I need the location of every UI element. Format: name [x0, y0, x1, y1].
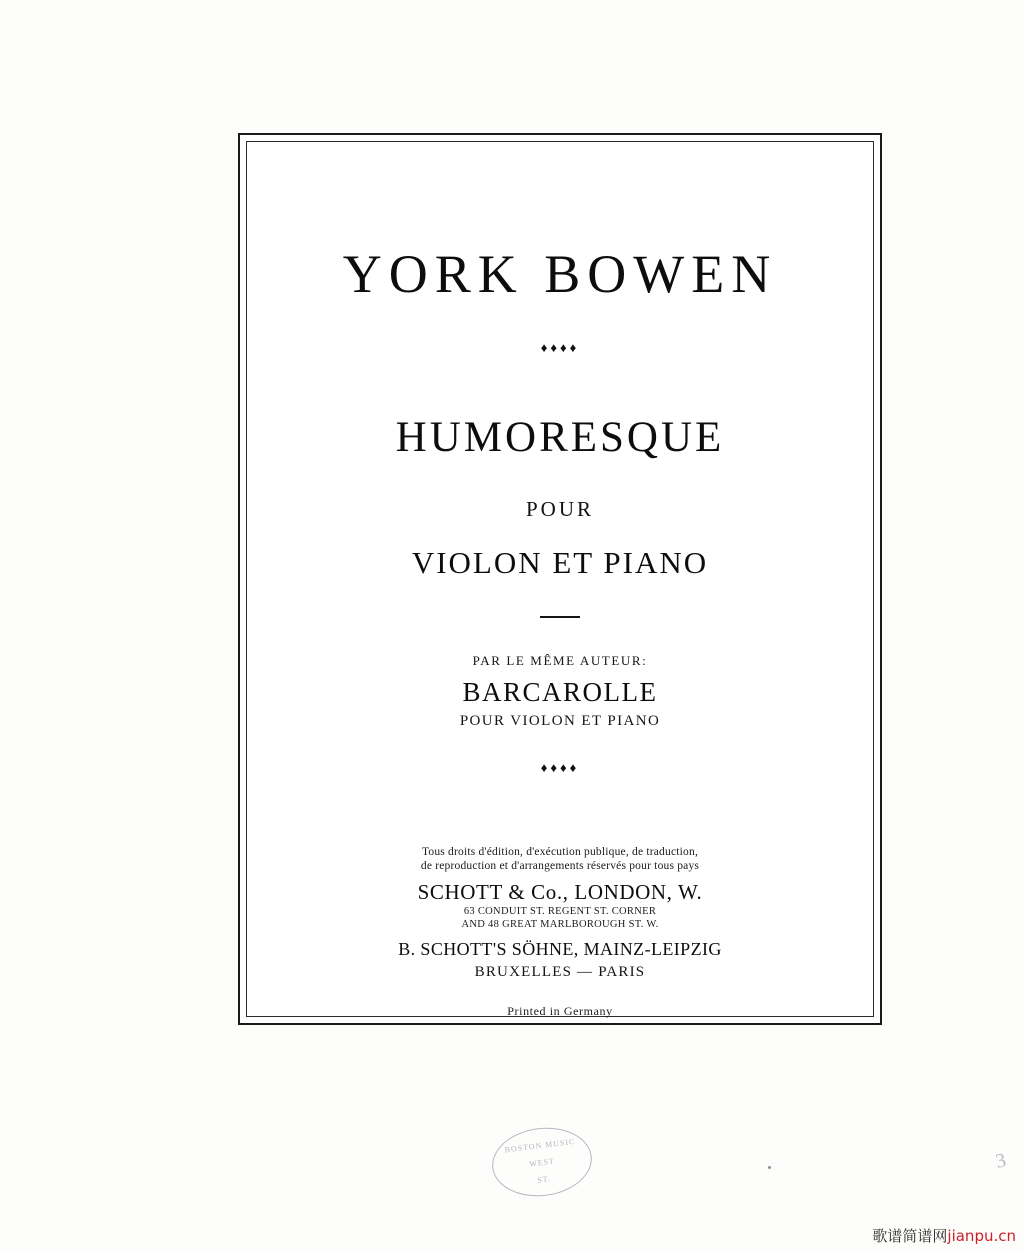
library-stamp-line-1: BOSTON MUSIC [504, 1136, 576, 1155]
watermark-chinese-text: 歌谱简谱网 [872, 1227, 948, 1245]
other-work-title: BARCAROLLE [462, 677, 658, 707]
library-stamp-line-2: WEST [528, 1156, 556, 1169]
publisher-address-line-2: AND 48 GREAT MARLBOROUGH ST. W. [461, 919, 659, 931]
publisher-cities: BRUXELLES — PARIS [474, 963, 646, 980]
pour-label: POUR [525, 497, 595, 521]
ornament-divider-bottom: ♦♦♦♦ [540, 760, 580, 775]
ornament-divider-top: ♦♦♦♦ [540, 340, 580, 355]
library-stamp-line-3: ST. [536, 1174, 552, 1185]
publisher-secondary: B. SCHOTT'S SÖHNE, MAINZ-LEIPZIG [398, 939, 722, 960]
rights-line-1: Tous droits d'édition, d'exécution publique, de traduction, [421, 846, 699, 858]
printed-in-note: Printed in Germany [507, 1003, 613, 1018]
work-title: HUMORESQUE [395, 414, 725, 461]
instrumentation: VIOLON ET PIANO [411, 545, 709, 580]
other-work-instrumentation: POUR VIOLON ET PIANO [459, 713, 661, 729]
ink-speck [768, 1166, 771, 1169]
cover-content [240, 135, 880, 1023]
publisher-imprint [240, 845, 880, 1019]
short-rule-divider [540, 616, 580, 618]
cover-frame [238, 133, 882, 1025]
site-watermark [872, 1225, 1016, 1246]
publisher-address-line-1: 63 CONDUIT ST. REGENT ST. CORNER [463, 906, 657, 917]
publisher-primary: SCHOTT & Co., LONDON, W. [417, 879, 703, 904]
rights-line-2: de reproduction et d'arrangements réservés pour tous pays [420, 860, 700, 873]
same-author-byline: PAR LE MÊME AUTEUR: [472, 653, 648, 668]
watermark-domain: jianpu.cn [947, 1227, 1016, 1245]
composer-name: YORK BOWEN [342, 244, 778, 304]
pencil-page-number: 3 [993, 1149, 1009, 1173]
